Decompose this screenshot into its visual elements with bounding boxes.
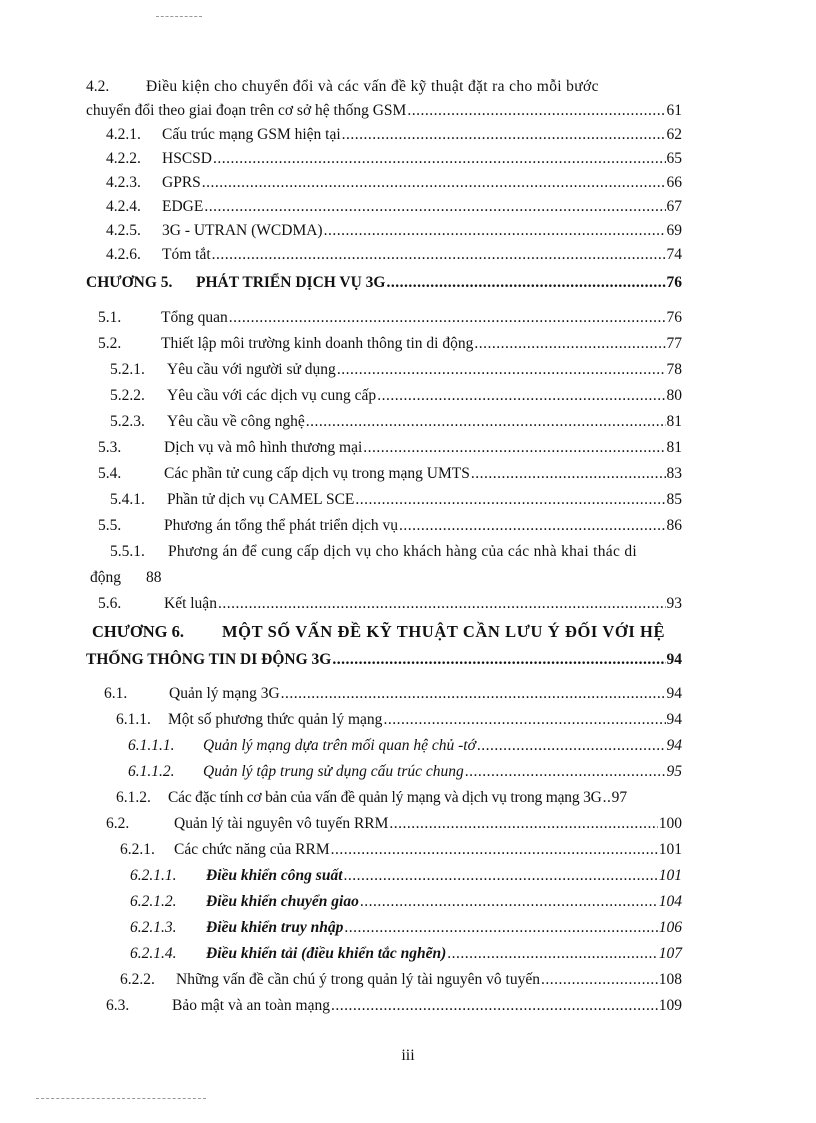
toc-entry-4-2-4[interactable] bbox=[86, 196, 682, 218]
toc-page-number: 93 bbox=[666, 595, 682, 612]
toc-title: Cấu trúc mạng GSM hiện tại bbox=[162, 126, 341, 143]
toc-page-number: 66 bbox=[666, 174, 682, 191]
toc-title: Quản lý mạng 3G bbox=[169, 685, 280, 702]
toc-title: Phương án tổng thể phát triển dịch vụ bbox=[164, 517, 398, 534]
toc-entry-6-2-1-2[interactable] bbox=[86, 891, 682, 913]
toc-leader bbox=[360, 891, 658, 913]
toc-page-number: 86 bbox=[666, 517, 682, 534]
toc-number: 5.2. bbox=[98, 335, 122, 352]
toc-leader bbox=[386, 272, 665, 294]
toc-page-number: 61 bbox=[666, 102, 682, 119]
toc-number: 4.2.4. bbox=[106, 198, 141, 215]
toc-title: Điều khiển chuyển giao bbox=[206, 893, 359, 910]
toc-leader bbox=[344, 865, 658, 887]
toc-chapter-number: CHƯƠNG 5. bbox=[86, 274, 173, 291]
toc-page-number: 101 bbox=[658, 841, 682, 858]
toc-leader bbox=[306, 411, 666, 433]
toc-entry-4-2-1[interactable] bbox=[86, 124, 682, 146]
toc-title: Kết luận bbox=[164, 595, 217, 612]
toc-entry-4-2-line1[interactable] bbox=[86, 76, 682, 98]
toc-page-number: 94 bbox=[666, 711, 682, 728]
toc-number: 4.2.6. bbox=[106, 246, 141, 263]
toc-title: Quản lý mạng dựa trên mối quan hệ chủ -tớ bbox=[203, 737, 476, 754]
toc-title: Bảo mật và an toàn mạng bbox=[172, 997, 330, 1014]
toc-leader bbox=[342, 124, 666, 146]
toc-number: 6.1.2. bbox=[116, 789, 151, 806]
toc-leader bbox=[212, 244, 666, 266]
toc-entry-5-4[interactable] bbox=[86, 463, 682, 485]
toc-title: Quản lý tài nguyên vô tuyến RRM bbox=[174, 815, 389, 832]
toc-leader bbox=[332, 649, 665, 671]
toc-title: Các chức năng của RRM bbox=[174, 841, 330, 858]
toc-entry-5-4-1[interactable] bbox=[86, 489, 682, 511]
toc-entry-6-2-1-3[interactable] bbox=[86, 917, 682, 939]
toc-chapter-6-line2[interactable] bbox=[86, 649, 682, 671]
toc-page-number: 62 bbox=[666, 126, 682, 143]
toc-chapter-5[interactable] bbox=[86, 272, 682, 294]
toc-entry-6-1-1-1[interactable] bbox=[86, 735, 682, 757]
toc-leader bbox=[447, 943, 657, 965]
toc-title: Điều kiện cho chuyển đổi và các vấn đề kỹ thuật đặt ra cho mỗi bước bbox=[146, 78, 599, 95]
toc-leader bbox=[229, 307, 666, 329]
toc-number: 5.5.1. bbox=[110, 543, 145, 560]
toc-page-number: 107 bbox=[658, 945, 682, 962]
toc-page-number: 94 bbox=[666, 651, 682, 668]
toc-page-number: 94 bbox=[666, 737, 682, 754]
toc-number: 5.4. bbox=[98, 465, 122, 482]
toc-number: 4.2.1. bbox=[106, 126, 141, 143]
toc-page-number: 95 bbox=[666, 763, 682, 780]
toc-entry-5-6[interactable] bbox=[86, 593, 682, 615]
toc-page-number: 74 bbox=[666, 246, 682, 263]
toc-title: Phần tử dịch vụ CAMEL SCE bbox=[167, 491, 355, 508]
toc-title: Điều khiển truy nhập bbox=[206, 919, 344, 936]
toc-chapter-6-line1[interactable] bbox=[86, 621, 682, 643]
toc-title: động bbox=[90, 569, 121, 586]
toc-page-number: 109 bbox=[658, 997, 682, 1014]
toc-title: Yêu cầu về công nghệ bbox=[167, 413, 305, 430]
toc-title: Phương án để cung cấp dịch vụ cho khách hàng của các nhà khai thác di bbox=[168, 543, 637, 560]
toc-leader bbox=[363, 437, 665, 459]
toc-entry-6-3[interactable] bbox=[86, 995, 682, 1017]
toc-number: 6.2.1.4. bbox=[130, 945, 177, 962]
toc-entry-6-2-1[interactable] bbox=[86, 839, 682, 861]
toc-page-number: 94 bbox=[666, 685, 682, 702]
toc-page-number: 97 bbox=[611, 789, 628, 806]
toc-entry-5-2[interactable] bbox=[86, 333, 682, 355]
toc-chapter-number: CHƯƠNG 6. bbox=[92, 622, 184, 641]
toc-entry-6-1[interactable] bbox=[86, 683, 682, 705]
toc-page-number: 81 bbox=[666, 413, 682, 430]
toc-entry-6-1-2[interactable] bbox=[86, 787, 682, 809]
toc-entry-6-2-1-1[interactable] bbox=[86, 865, 682, 887]
toc-entry-6-2[interactable] bbox=[86, 813, 682, 835]
toc-leader bbox=[399, 515, 666, 537]
page-number-footer: iii bbox=[401, 1047, 415, 1064]
toc-title: Điều khiển công suất bbox=[206, 867, 343, 884]
toc-title: Dịch vụ và mô hình thương mại bbox=[164, 439, 363, 456]
toc-leader bbox=[407, 100, 665, 122]
toc-title: Các đặc tính cơ bản của vấn đề quản lý mạng và dịch vụ trong mạng 3G bbox=[168, 789, 602, 806]
toc-page-number: 108 bbox=[658, 971, 682, 988]
toc-title: chuyển đổi theo giai đoạn trên cơ sở hệ thống GSM bbox=[86, 102, 407, 119]
toc-page-number: 101 bbox=[658, 867, 682, 884]
toc-number: 5.1. bbox=[98, 309, 122, 326]
toc-entry-5-5-1-line1[interactable] bbox=[86, 541, 682, 563]
toc-entry-5-2-3[interactable] bbox=[86, 411, 682, 433]
toc-page-number: 83 bbox=[666, 465, 682, 482]
toc-title: Một số phương thức quản lý mạng bbox=[168, 711, 383, 728]
toc-leader bbox=[281, 683, 666, 705]
toc-page-number: 65 bbox=[666, 150, 682, 167]
toc-entry-4-2-line2[interactable] bbox=[86, 100, 682, 122]
toc-leader bbox=[465, 761, 666, 783]
toc-page-number: 106 bbox=[658, 919, 682, 936]
toc-number: 6.2.1.3. bbox=[130, 919, 177, 936]
toc-number: 6.1. bbox=[104, 685, 128, 702]
toc-number: 6.2.1. bbox=[120, 841, 155, 858]
toc-entry-4-2-2[interactable] bbox=[86, 148, 682, 170]
toc-number: 6.2.1.1. bbox=[130, 867, 177, 884]
toc-page-number: 104 bbox=[658, 893, 682, 910]
toc-number: 6.1.1.2. bbox=[128, 763, 175, 780]
toc-page-number: 100 bbox=[658, 815, 682, 832]
toc-number: 4.2.2. bbox=[106, 150, 141, 167]
toc-title: HSCSD bbox=[162, 150, 212, 167]
toc-title: EDGE bbox=[162, 198, 204, 215]
toc-page-number: 80 bbox=[666, 387, 682, 404]
toc-leader bbox=[383, 709, 665, 731]
toc-number: 5.5. bbox=[98, 517, 122, 534]
toc-number: 6.3. bbox=[106, 997, 130, 1014]
toc-number: 5.6. bbox=[98, 595, 122, 612]
toc-leader bbox=[213, 148, 666, 170]
toc-leader bbox=[377, 385, 665, 407]
toc-leader bbox=[331, 995, 658, 1017]
toc-leader bbox=[331, 839, 658, 861]
toc-leader bbox=[204, 196, 665, 218]
toc-entry-6-2-1-4[interactable] bbox=[86, 943, 682, 965]
toc-title: Quản lý tập trung sử dụng cấu trúc chung bbox=[203, 763, 464, 780]
toc-title: Các phần tử cung cấp dịch vụ trong mạng UMTS bbox=[164, 465, 470, 482]
toc-number: 5.4.1. bbox=[110, 491, 145, 508]
toc-entry-6-1-1[interactable] bbox=[86, 709, 682, 731]
toc-entry-5-1[interactable] bbox=[86, 307, 682, 329]
toc-page-number: 77 bbox=[666, 335, 682, 352]
toc-number: 6.2.1.2. bbox=[130, 893, 177, 910]
toc-title: 3G - UTRAN (WCDMA) bbox=[162, 222, 323, 239]
toc-leader bbox=[218, 593, 666, 615]
toc-entry-5-5-1-line2[interactable] bbox=[86, 567, 682, 589]
toc-entry-6-2-2[interactable] bbox=[86, 969, 682, 991]
toc-number: 5.2.3. bbox=[110, 413, 145, 430]
toc-leader bbox=[202, 172, 666, 194]
toc-leader bbox=[337, 359, 666, 381]
toc-page-number: 69 bbox=[666, 222, 682, 239]
toc-number: 6.1.1.1. bbox=[128, 737, 175, 754]
toc-title: Yêu cầu với người sử dụng bbox=[167, 361, 336, 378]
toc-page-number: 81 bbox=[666, 439, 682, 456]
toc-page-number: 76 bbox=[666, 309, 682, 326]
toc-leader bbox=[474, 333, 665, 355]
toc-entry-4-2-5[interactable] bbox=[86, 220, 682, 242]
toc-entry-4-2-3[interactable] bbox=[86, 172, 682, 194]
toc-number: 6.1.1. bbox=[116, 711, 151, 728]
toc-number: 5.2.1. bbox=[110, 361, 145, 378]
toc-entry-5-3[interactable] bbox=[86, 437, 682, 459]
toc-leader bbox=[324, 220, 666, 242]
toc-chapter-title: MỘT SỐ VẤN ĐỀ KỸ THUẬT CẦN LƯU Ý ĐỐI VỚI HỆ bbox=[222, 622, 666, 641]
toc-title: GPRS bbox=[162, 174, 201, 191]
toc-leader bbox=[344, 917, 657, 939]
toc-page-number: 76 bbox=[666, 274, 682, 291]
toc-number: 5.3. bbox=[98, 439, 122, 456]
toc-number: 4.2.3. bbox=[106, 174, 141, 191]
toc-page-number: 78 bbox=[666, 361, 682, 378]
toc-number: 4.2. bbox=[86, 78, 110, 95]
toc-number: 6.2.2. bbox=[120, 971, 155, 988]
toc-title: Thiết lập môi trường kinh doanh thông tin di động bbox=[161, 335, 474, 352]
toc-entry-5-5[interactable] bbox=[86, 515, 682, 537]
toc-chapter-title: PHÁT TRIỂN DỊCH VỤ 3G bbox=[196, 274, 386, 291]
scan-artifact-top bbox=[156, 16, 202, 17]
toc-leader bbox=[477, 735, 666, 757]
toc-title: Tổng quan bbox=[161, 309, 228, 326]
toc-leader bbox=[389, 813, 657, 835]
toc-page-number: 67 bbox=[666, 198, 682, 215]
toc-leader bbox=[355, 489, 665, 511]
toc-page-number: 88 bbox=[146, 569, 162, 586]
toc-number: 6.2. bbox=[106, 815, 130, 832]
toc-title: Tóm tắt bbox=[162, 246, 211, 263]
toc-title: Những vấn đề cần chú ý trong quản lý tài nguyên vô tuyến bbox=[176, 971, 540, 988]
toc-entry-5-2-1[interactable] bbox=[86, 359, 682, 381]
toc-number: 4.2.5. bbox=[106, 222, 141, 239]
toc-entry-6-1-1-2[interactable] bbox=[86, 761, 682, 783]
toc-title: Điều khiển tải (điều khiển tắc nghẽn) bbox=[206, 945, 447, 962]
toc-chapter-title: THỐNG THÔNG TIN DI ĐỘNG 3G bbox=[86, 651, 332, 668]
toc-number: 5.2.2. bbox=[110, 387, 145, 404]
toc-leader bbox=[471, 463, 666, 485]
toc-page-number: 85 bbox=[666, 491, 682, 508]
toc-title: Yêu cầu với các dịch vụ cung cấp bbox=[167, 387, 377, 404]
toc-entry-4-2-6[interactable] bbox=[86, 244, 682, 266]
toc-leader bbox=[603, 787, 611, 809]
toc-leader bbox=[541, 969, 658, 991]
toc-entry-5-2-2[interactable] bbox=[86, 385, 682, 407]
scan-artifact-bottom bbox=[36, 1098, 206, 1099]
